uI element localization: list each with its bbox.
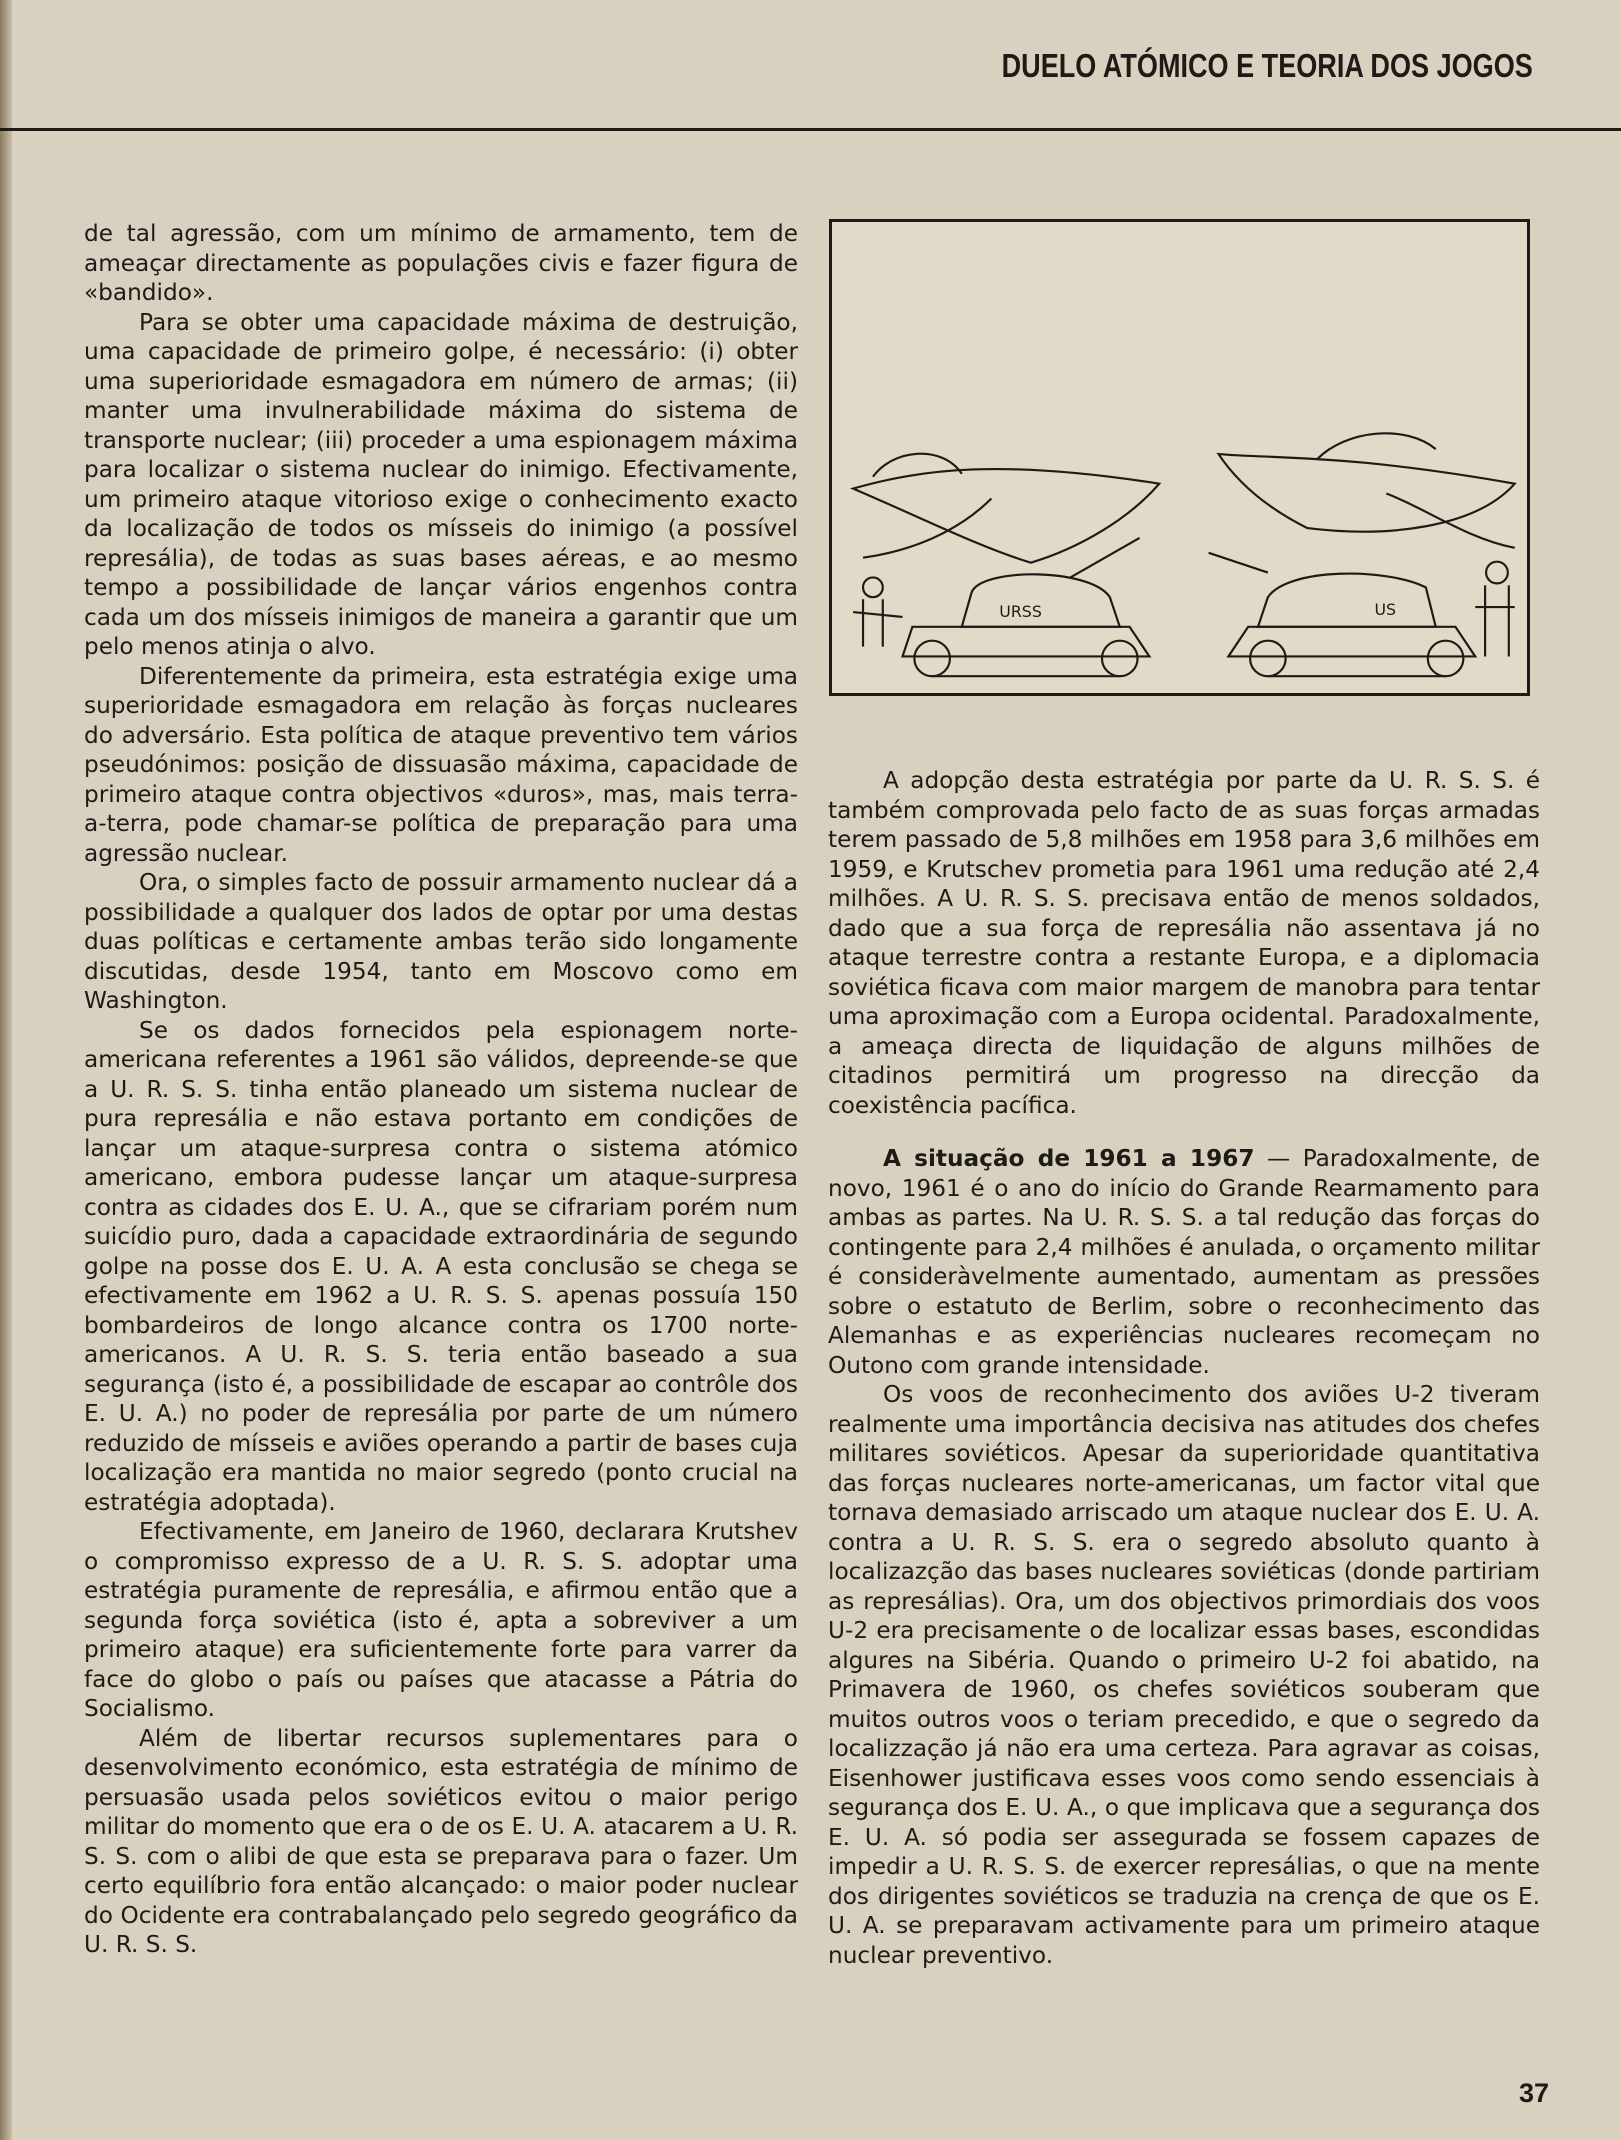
right-tank-label: US [1374, 599, 1397, 619]
right-airplane-canopy [1317, 433, 1435, 459]
paragraph: Para se obter uma capacidade máxima de destruição, uma capacidade de primeiro golpe, é necessário: (i) obter uma superioridade esmagadora em número de armas; (ii) manter uma invulnerabilidade máxima do sistema de transporte nuclear; (iii) proceder a uma espionagem máxima para localizar o sistema nuclear do inimigo. Efectivamente, um primeiro ataque vitorioso exige o conhecimento exacto da localização de todos os mísseis do inimigo (a possível represália), de todas as suas bases aéreas, e ao mesmo tempo a possibilidade de lançar vários engenhos contra cada um dos mísseis inimigos de maneira a garantir que um pelo menos atinja o alvo. [84, 308, 798, 660]
running-header [0, 0, 1621, 131]
page-number: 37 [1518, 2078, 1549, 2108]
paragraph: Ora, o simples facto de possuir armamento nuclear dá a possibilidade a qualquer dos lados de optar por uma destas duas políticas e certamente ambas terão sido longamente discutidas, desde 1954, tanto em Moscovo como em Washington. [84, 869, 798, 1014]
left-airplane-wing [863, 498, 991, 557]
left-figure-head [863, 577, 883, 597]
section-lead-heading: A situação de 1961 a 1967 [883, 1145, 1255, 1172]
left-text-column [84, 219, 798, 1960]
paragraph: de tal agressão, com um mínimo de armamento, tem de ameaçar directamente as populações civis e fazer figura de «bandido». [84, 220, 798, 306]
right-figure-body [1475, 585, 1514, 656]
paragraph: Além de libertar recursos suplementares para o desenvolvimento económico, esta estratégia de mínimo de persuasão usada pelos soviéticos evitou o maior perigo militar do momento que era o de os E. U. A. atacarem a U. R. S. S. com o alibi de que esta se preparava para o fazer. Um certo equilíbrio fora então alcançado: o maior poder nuclear do Ocidente era contrabalançado pelo segredo geográfico da U. R. S. S. [84, 1724, 798, 1958]
right-figure-head [1486, 562, 1508, 584]
cartoon-illustration [829, 219, 1530, 696]
right-tank-wheel [1428, 641, 1464, 677]
paragraph: Efectivamente, em Janeiro de 1960, declarara Krutshev o compromisso expresso de a U. R. S. S. adoptar uma estratégia puramente de represália, e afirmou então que a segunda força soviética (isto é, apta a sobreviver a um primeiro ataque) era suficientemente forte para varrer da face do globo o país ou países que atacasse a Pátria do Socialismo. [84, 1518, 798, 1722]
section-paragraph [828, 1144, 1540, 1380]
section-paragraph-text: — Paradoxalmente, de novo, 1961 é o ano do início do Grande Rearmamento para ambas as partes. Na U. R. S. S. a tal redução das forças do contingente para 2,4 milhões é anulada, o orçamento militar é consideràvelmente aumentado, aumentam as pressões sobre o estatuto de Berlim, sobre o reconhecimento das Alemanhas e as experiências nucleares recomeçam no Outono com grande intensidade. [828, 1145, 1540, 1379]
right-text-column [828, 766, 1540, 1970]
paragraph: Se os dados fornecidos pela espionagem norte-americana referentes a 1961 são válidos, depreende-se que a U. R. S. S. tinha então planeado um sistema nuclear de pura represália e não estava portanto em condições de lançar um ataque-surpresa contra o sistema atómico americano, embora pudesse lançar um ataque-surpresa contra as cidades dos E. U. A., que se cifrariam porém num suicídio puro, dada a capacidade extraordinária de segundo golpe na posse dos E. U. A. A esta conclusão se chega se efectivamente em 1962 a U. R. S. S. apenas possuía 150 bombardeiros de longo alcance contra os 1700 norte-americanos. A U. R. S. S. teria então baseado a sua segurança (isto é, a possibilidade de escapar ao contrôle dos E. U. A.) no poder de represália por parte de um número reduzido de mísseis e aviões operando a partir de bases cuja localização era mantida no maior segredo (ponto crucial na estratégia adoptada). [84, 1016, 798, 1516]
running-header-title: DUELO ATÓMICO E TEORIA DOS JOGOS [1001, 47, 1533, 84]
left-tank-wheel [1102, 641, 1138, 677]
page-edge [0, 0, 12, 2140]
paragraph: Os voos de reconhecimento dos aviões U-2 tiveram realmente uma importância decisiva nas atitudes dos chefes militares soviéticos. Apesar da superioridade quantitativa das forças nucleares norte-americanas, um factor vital que tornava demasiado arriscado um ataque nuclear dos E. U. A. contra a U. R. S. S. era o segredo absoluto quanto à localizazção das bases nucleares soviéticas (donde partiriam as represálias). Ora, um dos objectivos primordiais dos voos U-2 era precisamente o de localizar essas bases, escondidas algures na Sibéria. Quando o primeiro U-2 foi abatido, na Primavera de 1960, os chefes soviéticos souberam que muitos outros voos o teriam precedido, e que o segredo da localizzação já não era uma certeza. Para agravar as coisas, Eisenhower justificava esses voos como sendo essenciais à segurança dos E. U. A., o que implicava que a segurança dos E. U. A. só podia ser assegurada se fossem capazes de impedir a U. R. S. S. de exercer represálias, o que na mente dos dirigentes soviéticos se traduzia na crença de que os E. U. A. se preparavam activamente para um primeiro ataque nuclear preventivo. [828, 1381, 1540, 1969]
paragraph: A adopção desta estratégia por parte da U. R. S. S. é também comprovada pelo facto de as suas forças armadas terem passado de 5,8 milhões em 1958 para 3,6 milhões em 1959, e Krutschev prometia para 1961 uma redução até 2,4 milhões. A U. R. S. S. precisava então de menos soldados, dado que a sua força de represália não assentava já no ataque terrestre contra a restante Europa, e a diplomacia soviética ficava com maior margem de manobra para tentar uma aproximação com a Europa ocidental. Paradoxalmente, a ameaça directa de liquidação de alguns milhões de citadinos permitirá um progresso na direcção da coexistência pacífica. [828, 767, 1540, 1119]
right-airplane [1219, 454, 1515, 532]
right-tank-gun [1209, 553, 1268, 573]
left-tank-label: URSS [999, 601, 1042, 621]
left-airplane-canopy [873, 454, 962, 477]
right-tank-turret [1258, 574, 1436, 627]
right-tank-wheel [1250, 641, 1286, 677]
left-figure-body [853, 599, 902, 646]
left-airplane [853, 469, 1159, 563]
paragraph: Diferentemente da primeira, esta estratégia exige uma superioridade esmagadora em relação às forças nucleares do adversário. Esta política de ataque preventivo tem vários pseudónimos: posição de dissuasão máxima, capacidade de primeiro ataque contra objectivos «duros», mas, mais terra-a-terra, pode chamar-se política de preparação para uma agressão nuclear. [84, 662, 798, 867]
left-tank-wheel [914, 641, 950, 677]
